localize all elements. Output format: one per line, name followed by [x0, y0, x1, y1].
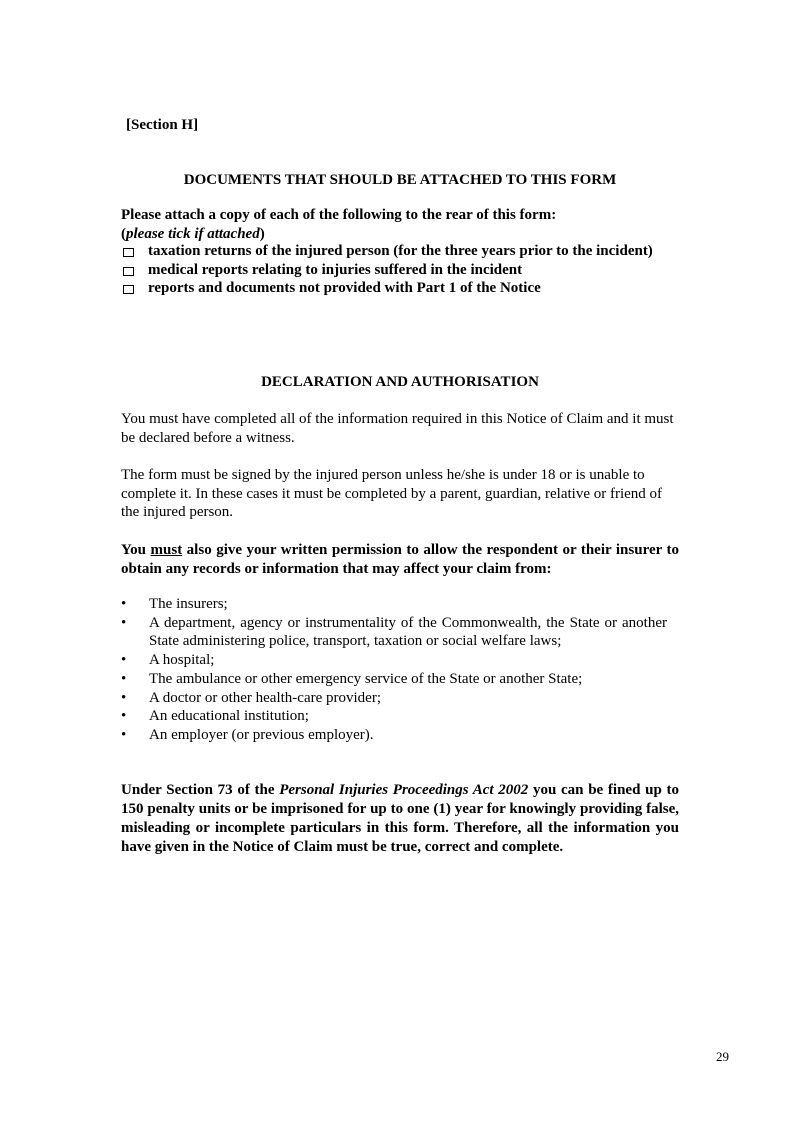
- taxation-returns-checkbox[interactable]: [123, 248, 134, 257]
- checklist-item-label: taxation returns of the injured person (for the three years prior to the incident): [148, 243, 653, 259]
- medical-reports-checkbox[interactable]: [123, 267, 134, 276]
- permission-text: [121, 541, 679, 578]
- declaration-paragraph-2: [121, 466, 679, 522]
- permission-paragraph: [121, 541, 679, 578]
- act-title: Personal Injuries Proceedings Act 2002: [279, 782, 529, 798]
- list-item-text: A doctor or other health-care provider;: [149, 689, 381, 706]
- checklist-item-label: reports and documents not provided with Part 1 of the Notice: [148, 280, 541, 296]
- bullet-icon: •: [121, 726, 127, 743]
- list-item: [121, 651, 667, 670]
- checklist-item-medical-reports: [121, 261, 679, 280]
- bullet-icon: •: [121, 670, 127, 687]
- list-item: [121, 614, 667, 651]
- penalty-warning-text: [121, 781, 679, 857]
- bullet-icon: •: [121, 614, 127, 631]
- warning-lead: Under Section 73 of the: [121, 782, 280, 798]
- bullet-icon: •: [121, 689, 127, 706]
- bullet-icon: •: [121, 708, 127, 725]
- declaration-paragraph-1: [121, 410, 679, 447]
- permission-lead: You: [121, 542, 151, 558]
- documents-heading: DOCUMENTS THAT SHOULD BE ATTACHED TO THIS FORM: [183, 172, 617, 188]
- list-item: [121, 689, 667, 708]
- attach-note-italic: please tick if attached: [126, 225, 260, 242]
- warning-rest: you can be fined up to 150 penalty units or be imprisoned for up to one (1) year for knowingly providing false, misleading or incomplete particulars in this form. Therefore, all the information you have given in the Notice of Claim must be true, correct and complete.: [121, 782, 679, 855]
- list-item-text: A department, agency or instrumentality of the Commonwealth, the State or another State administering police, transport, taxation or social welfare laws;: [149, 614, 667, 650]
- declaration-heading: DECLARATION AND AUTHORISATION: [261, 374, 539, 390]
- records-sources-list: [121, 595, 667, 745]
- list-item-text: An employer (or previous employer).: [149, 726, 374, 743]
- other-reports-checkbox[interactable]: [123, 285, 134, 294]
- permission-rest: also give your written permission to allow the respondent or their insurer to obtain any records or information that may affect your claim from:: [121, 542, 679, 577]
- section-label: [Section H]: [126, 117, 199, 133]
- attachment-checklist: [121, 242, 679, 298]
- checklist-item-other-reports: [121, 279, 679, 298]
- list-item: [121, 670, 667, 689]
- list-item-text: The ambulance or other emergency service of the State or another State;: [149, 670, 583, 687]
- checklist-item-taxation-returns: [121, 242, 679, 261]
- attach-note-close: ): [259, 225, 265, 242]
- bullet-icon: •: [121, 652, 127, 669]
- declaration-paragraph-2-text: The form must be signed by the injured person unless he/she is under 18 or is unable to complete it. In these cases it must be completed by a parent, guardian, relative or friend of the injured person.: [121, 467, 663, 520]
- checklist-item-label: medical reports relating to injuries suffered in the incident: [148, 261, 523, 278]
- list-item-text: The insurers;: [149, 596, 228, 612]
- penalty-warning: [121, 781, 679, 857]
- list-item-text: A hospital;: [149, 652, 215, 669]
- attach-note: [121, 225, 679, 244]
- attach-note-open: (: [121, 225, 126, 242]
- list-item: [121, 595, 667, 614]
- permission-must: must: [150, 542, 183, 558]
- bullet-icon: •: [121, 596, 127, 612]
- attach-instructions: [121, 206, 679, 243]
- declaration-paragraph-1-text: You must have completed all of the information required in this Notice of Claim and it must be declared before a witness.: [121, 411, 674, 446]
- list-item: [121, 707, 667, 726]
- list-item: [121, 726, 667, 745]
- page-number: 29: [716, 1049, 729, 1064]
- list-item-text: An educational institution;: [149, 708, 309, 725]
- attach-intro-text: Please attach a copy of each of the following to the rear of this form:: [121, 207, 557, 223]
